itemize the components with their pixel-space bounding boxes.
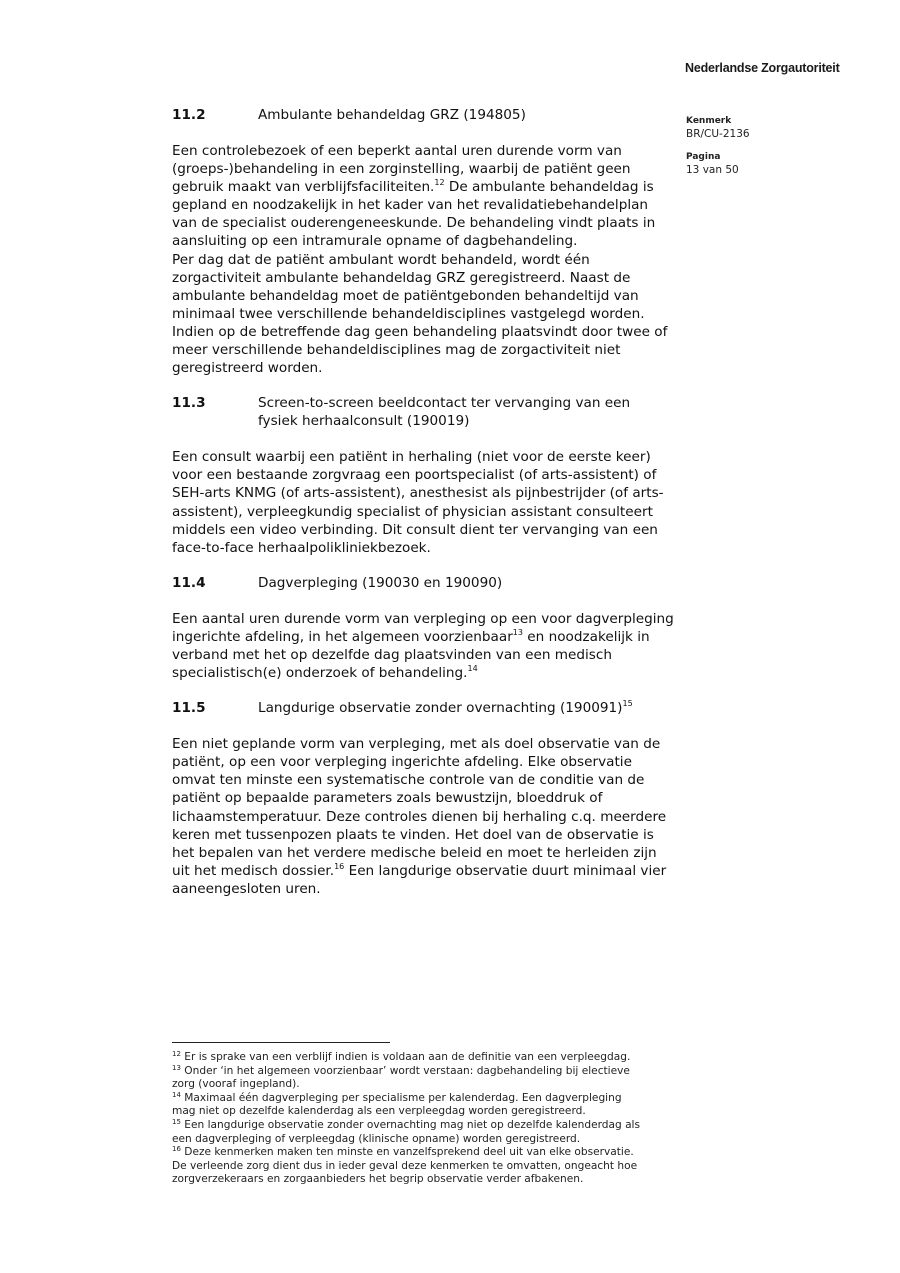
paragraph-line: [172, 196, 692, 214]
section-title-text: Screen-to-screen beeldcontact ter vervanging van een: [258, 395, 631, 412]
footnote-text: Een langdurige observatie zonder overnachting mag niet op dezelfde kalenderdag als: [184, 1118, 641, 1131]
section-11-4: [172, 574, 692, 682]
paragraph-line: [172, 269, 692, 287]
paragraph-text: Een aantal uren durende vorm van verpleging op een voor dagverpleging: [172, 610, 674, 627]
footnote-text: De verleende zorg dient dus in ieder geval deze kenmerken te omvatten, ongeacht hoe: [172, 1159, 638, 1172]
footnote-text: Onder ‘in het algemeen voorzienbaar’ wordt verstaan: dagbehandeling bij electieve: [184, 1064, 630, 1077]
section-number: 11.2: [172, 107, 206, 123]
footnote-text: zorg (vooraf ingepland).: [172, 1078, 300, 1091]
section-title-line: [258, 106, 692, 124]
section-title: [258, 574, 692, 592]
paragraph-line: [172, 880, 692, 898]
footnote-12: [172, 1051, 692, 1065]
paragraph-text: uit het medisch dossier.: [172, 862, 335, 879]
section-title-line: [258, 412, 692, 430]
paragraph-text: meer verschillende behandeldisciplines mag de zorgactiviteit niet: [172, 342, 621, 359]
footnote-line: [172, 1051, 692, 1065]
pagina-value: 13 van 50: [686, 164, 739, 176]
footnote-number: 14: [172, 1090, 181, 1099]
paragraph-text: en noodzakelijk in: [522, 628, 650, 645]
footnote-ref[interactable]: 15: [622, 699, 633, 709]
footnote-number: 16: [172, 1145, 181, 1154]
section-title-line: [258, 699, 692, 717]
paragraph-text: van de specialist ouderengeneeskunde. De behandeling vindt plaats in: [172, 215, 656, 232]
paragraph-line: [172, 466, 692, 484]
paragraph-line: [172, 521, 692, 539]
paragraph-line: [172, 646, 692, 664]
paragraph-line: [172, 232, 692, 250]
paragraph-text: verband met het op dezelfde dag plaatsvinden van een medisch: [172, 646, 612, 663]
paragraph-line: [172, 484, 692, 502]
footnote-text: mag niet op dezelfde kalenderdag als een verpleegdag worden geregistreerd.: [172, 1105, 586, 1118]
footnote-ref[interactable]: 16: [334, 861, 345, 871]
paragraph-text: zorgactiviteit ambulante behandeldag GRZ geregistreerd. Naast de: [172, 269, 631, 286]
paragraph-line: [172, 610, 692, 628]
section-title-line: [258, 394, 692, 412]
section-heading: [172, 699, 692, 717]
paragraph-line: [172, 160, 692, 178]
paragraph-text: keren met tussenpozen plaats te vinden. Het doel van de observatie is: [172, 826, 654, 843]
section-11-5: [172, 699, 692, 898]
paragraph-line: [172, 503, 692, 521]
footnote-line: [172, 1092, 692, 1106]
section-number: 11.5: [172, 700, 206, 717]
section-paragraph: [172, 610, 692, 682]
footnote-13: [172, 1065, 692, 1092]
paragraph-text: aaneengesloten uren.: [172, 880, 321, 897]
paragraph-text: specialistisch(e) onderzoek of behandeling.: [172, 665, 468, 682]
paragraph-text: voor een bestaande zorgvraag een poortspecialist (of arts-assistent) of: [172, 467, 657, 484]
section-paragraph: [172, 142, 692, 377]
paragraph-line: [172, 323, 692, 341]
footnote-line: [172, 1065, 692, 1079]
paragraph-text: het bepalen van het verdere medische beleid en moet te herleiden zijn: [172, 844, 657, 861]
paragraph-line: [172, 628, 692, 646]
section-title: [258, 699, 692, 717]
paragraph-line: [172, 826, 692, 844]
paragraph-text: aansluiting op een intramurale opname of dagbehandeling.: [172, 233, 578, 250]
footnote-ref[interactable]: 12: [434, 178, 445, 188]
paragraph-line: [172, 862, 692, 880]
paragraph-line: [172, 359, 692, 377]
paragraph-text: middels een video verbinding. Dit consult dient ter vervanging van een: [172, 521, 658, 538]
pagina-label: Pagina: [686, 152, 721, 162]
paragraph-text: Indien op de betreffende dag geen behandeling plaatsvindt door twee of: [172, 323, 668, 340]
paragraph-text: gepland en noodzakelijk in het kader van het revalidatiebehandelplan: [172, 197, 649, 214]
paragraph-line: [172, 753, 692, 771]
footnote-line: [172, 1146, 692, 1160]
footnote-text: een dagverpleging of verpleegdag (klinische opname) worden geregistreerd.: [172, 1132, 581, 1145]
section-heading: [172, 394, 692, 430]
paragraph-text: Per dag dat de patiënt ambulant wordt behandeld, wordt één: [172, 251, 590, 268]
paragraph-line: [172, 789, 692, 807]
footnote-16: [172, 1146, 692, 1187]
footnote-ref[interactable]: 14: [467, 664, 478, 674]
paragraph-line: [172, 142, 692, 160]
kenmerk-value: BR/CU-2136: [686, 128, 750, 140]
paragraph-text: De ambulante behandeldag is: [444, 179, 654, 196]
section-paragraph: [172, 735, 692, 898]
section-number: 11.4: [172, 574, 206, 591]
footnote-text: Maximaal één dagverpleging per specialisme per kalenderdag. Een dagverpleging: [184, 1091, 622, 1104]
paragraph-line: [172, 214, 692, 232]
paragraph-line: [172, 808, 692, 826]
footnote-line: [172, 1173, 692, 1187]
section-title: [258, 106, 692, 124]
footnote-line: [172, 1160, 692, 1174]
footnote-divider: [172, 1042, 390, 1043]
paragraph-text: omvat ten minste een systematische controle van de conditie van de: [172, 772, 645, 789]
footnote-line: [172, 1133, 692, 1147]
footnote-text: Deze kenmerken maken ten minste en vanzelfsprekend deel uit van elke observatie.: [184, 1146, 634, 1159]
paragraph-line: [172, 448, 692, 466]
paragraph-text: lichaamstemperatuur. Deze controles dienen bij herhaling c.q. meerdere: [172, 808, 667, 825]
paragraph-text: face-to-face herhaalpolikliniekbezoek.: [172, 539, 431, 556]
section-title-text: Ambulante behandeldag GRZ (194805): [258, 107, 526, 123]
section-number: 11.3: [172, 395, 206, 412]
footnote-text: Er is sprake van een verblijf indien is voldaan aan de definitie van een verpleegdag.: [184, 1051, 631, 1063]
section-title-text: Langdurige observatie zonder overnachting (190091): [258, 700, 623, 717]
section-title-text: Dagverpleging (190030 en 190090): [258, 574, 503, 591]
section-heading: [172, 106, 692, 124]
footnote-14: [172, 1092, 692, 1119]
paragraph-text: SEH-arts KNMG (of arts-assistent), anesthesist als pijnbestrijder (of arts-: [172, 485, 664, 502]
footnote-line: [172, 1105, 692, 1119]
paragraph-text: patiënt op bepaalde parameters zoals bewustzijn, bloeddruk of: [172, 790, 603, 807]
section-heading: [172, 574, 692, 592]
footnote-number: 15: [172, 1117, 181, 1126]
section-title: [258, 394, 692, 430]
footnote-list: [172, 1051, 692, 1187]
pagina-block: [686, 152, 739, 177]
paragraph-line: [172, 735, 692, 753]
paragraph-line: [172, 251, 692, 269]
footnote-number: 12: [172, 1050, 181, 1058]
paragraph-line: [172, 341, 692, 359]
footnote-ref[interactable]: 13: [512, 627, 523, 637]
paragraph-text: Een consult waarbij een patiënt in herhaling (niet voor de eerste keer): [172, 449, 651, 466]
paragraph-text: (groeps-)behandeling in een zorginstelling, waarbij de patiënt geen: [172, 161, 631, 178]
paragraph-text: Een niet geplande vorm van verpleging, met als doel observatie van de: [172, 736, 661, 753]
paragraph-text: ingerichte afdeling, in het algemeen voorzienbaar: [172, 628, 513, 645]
section-11-2: [172, 106, 692, 377]
paragraph-line: [172, 844, 692, 862]
paragraph-text: minimaal twee verschillende behandeldisciplines vastgelegd worden.: [172, 305, 645, 322]
footnotes: [172, 1042, 692, 1187]
section-11-3: [172, 394, 692, 557]
section-paragraph: [172, 448, 692, 557]
paragraph-line: [172, 305, 692, 323]
paragraph-text: patiënt, op een voor verpleging ingerichte afdeling. Elke observatie: [172, 754, 632, 771]
paragraph-line: [172, 287, 692, 305]
paragraph-text: geregistreerd worden.: [172, 360, 323, 377]
footnote-line: [172, 1078, 692, 1092]
section-title-text: fysiek herhaalconsult (190019): [258, 413, 470, 430]
organization-name: Nederlandse Zorgautoriteit: [685, 61, 840, 75]
document-body: [172, 106, 692, 898]
paragraph-line: [172, 178, 692, 196]
footnote-number: 13: [172, 1063, 181, 1072]
paragraph-line: [172, 771, 692, 789]
kenmerk-label: Kenmerk: [686, 116, 732, 126]
footnote-text: zorgverzekeraars en zorgaanbieders het begrip observatie verder afbakenen.: [172, 1173, 584, 1186]
section-title-line: [258, 574, 692, 592]
footnote-line: [172, 1119, 692, 1133]
paragraph-text: gebruik maakt van verblijfsfaciliteiten.: [172, 179, 435, 196]
paragraph-text: ambulante behandeldag moet de patiëntgebonden behandeltijd van: [172, 287, 639, 304]
footnote-15: [172, 1119, 692, 1146]
paragraph-text: assistent), verpleegkundig specialist of physician assistant consulteert: [172, 503, 653, 520]
paragraph-text: Een controlebezoek of een beperkt aantal uren durende vorm van: [172, 143, 622, 159]
paragraph-line: [172, 539, 692, 557]
kenmerk-block: [686, 116, 750, 141]
paragraph-line: [172, 664, 692, 682]
paragraph-text: Een langdurige observatie duurt minimaal vier: [344, 862, 667, 879]
